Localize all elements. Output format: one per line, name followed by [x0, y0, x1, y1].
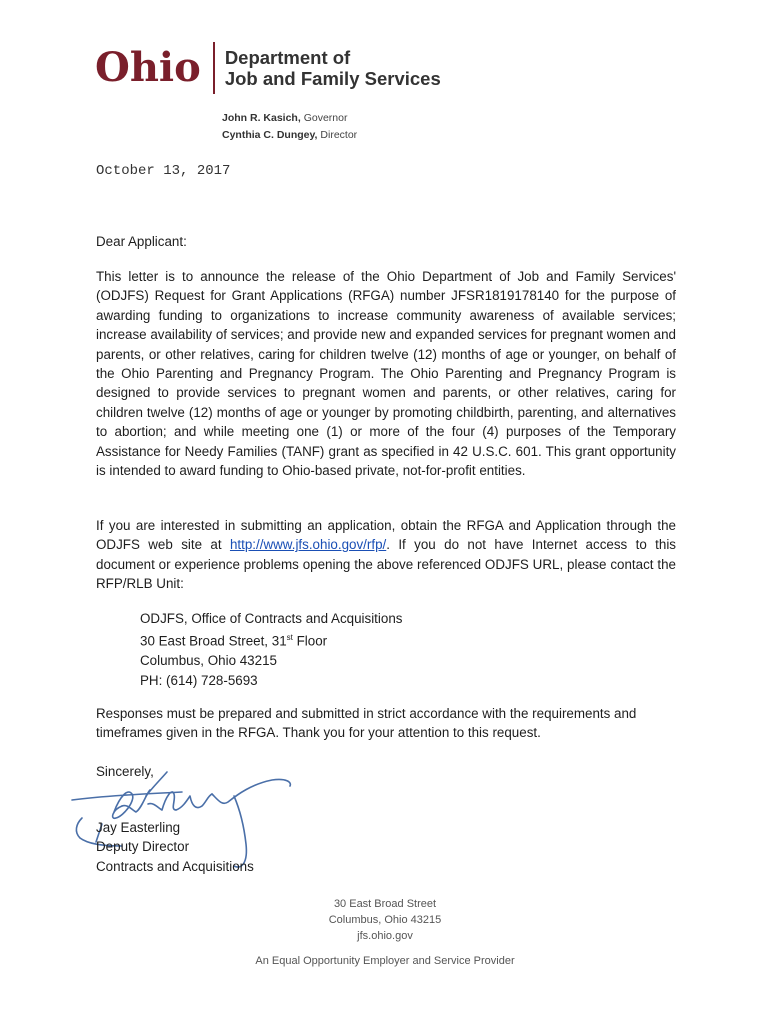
logo-divider	[213, 42, 215, 94]
governor-line	[222, 110, 357, 127]
address-line-office: ODJFS, Office of Contracts and Acquisitions	[140, 611, 403, 626]
footer-street: 30 East Broad Street	[333, 898, 437, 910]
logo-wordmark: Ohio	[95, 44, 201, 91]
paragraph-instructions	[96, 516, 676, 594]
closing: Sincerely,	[96, 764, 154, 779]
paragraph-announcement: This letter is to announce the release of the Ohio Department of Job and Family Services' (ODJFS) Request for Grant Applications (RFGA) number JFSR1819178140 for the purpose of awarding funding to organizations to increase community awareness of available services; increase availability of services; and provide new and expanded services for pregnant women and parents, or other relatives, caring for children twelve (12) months of age or younger, on behalf of the Ohio Parenting and Pregnancy Program. The Ohio Parenting and Pregnancy Program is designed to provide services to pregnant women and parents, or other relatives, caring for children twelve (12) months of age or younger by promoting childbirth, parenting, and alternatives to abortion; and while meeting one (1) or more of the four (4) purposes of the Temporary Assistance for Needy Families (TANF) grant as specified in 42 U.S.C. 601. This grant opportunity is intended to award funding to Ohio-based private, not-for-profit entities.	[96, 269, 676, 479]
address-line-phone: PH: (614) 728-5693	[140, 672, 258, 688]
director-name: Cynthia C. Dungey,	[222, 129, 318, 141]
signer-name: Jay Easterling	[96, 820, 181, 835]
address-line-street	[140, 628, 540, 651]
officials-block	[222, 110, 357, 144]
director-title: Director	[320, 129, 358, 141]
address-street-ordinal: st	[286, 633, 293, 643]
rfp-website-link[interactable]: http://www.jfs.ohio.gov/rfp/	[229, 537, 387, 553]
footer-city: Columbus, Ohio 43215	[328, 914, 442, 926]
department-name	[225, 47, 441, 89]
footer-website: jfs.ohio.gov	[357, 930, 413, 942]
signer-title: Deputy Director	[96, 839, 190, 855]
letter-date: October 13, 2017	[96, 163, 231, 179]
agency-logo	[95, 40, 441, 96]
salutation: Dear Applicant:	[96, 234, 187, 249]
contact-address	[140, 609, 540, 690]
director-line	[222, 127, 357, 144]
governor-title: Governor	[303, 112, 348, 124]
footer-eeo-statement: An Equal Opportunity Employer and Service Provider	[255, 955, 515, 967]
paragraph-instructions-text-1: If you are interested in submitting an application, obtain the RFGA and Application through the ODJFS web site at	[96, 518, 676, 553]
department-line-2: Job and Family Services	[224, 68, 441, 89]
signature-block	[96, 818, 676, 876]
paragraph-requirements: Responses must be prepared and submitted in strict accordance with the requirements and timeframes given in the RFGA. Thank you for your attention to this request.	[96, 706, 637, 741]
governor-name: John R. Kasich,	[222, 112, 301, 124]
signer-office: Contracts and Acquisitions	[96, 858, 254, 874]
paragraph-instructions-text-2: . If you do not have Internet access to this document or experience problems opening the above referenced ODJFS URL, please contact the RFP/RLB Unit:	[96, 537, 676, 592]
address-street-text: 30 East Broad Street, 31	[140, 633, 287, 649]
department-line-1: Department of	[224, 47, 351, 68]
address-line-city: Columbus, Ohio 43215	[140, 653, 277, 669]
address-street-floor: Floor	[292, 633, 328, 649]
footer-address	[0, 896, 770, 944]
